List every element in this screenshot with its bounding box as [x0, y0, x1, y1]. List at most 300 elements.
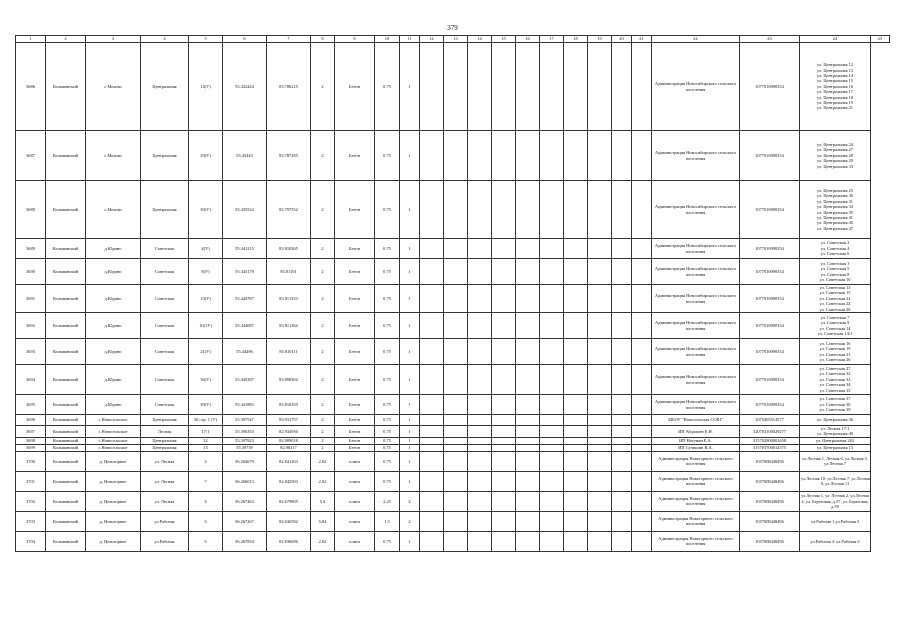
empty-cell	[492, 339, 516, 365]
sources-cell	[800, 285, 871, 313]
empty-cell	[492, 415, 516, 426]
street-cell: ул. Лесная	[141, 491, 189, 511]
house-cell: 36(У)	[189, 365, 223, 395]
empty-cell	[468, 395, 492, 415]
street-cell: Советская	[141, 313, 189, 339]
surface-cell: Бетон	[335, 259, 375, 285]
source-address: ул.Лесная 1, ул. Лесная 2, ул.Лесная	[801, 493, 869, 499]
empty-cell	[588, 511, 612, 531]
empty-cell	[444, 365, 468, 395]
count-cell: 1	[400, 451, 420, 471]
empty-cell	[632, 285, 652, 313]
empty-cell	[588, 131, 612, 181]
empty-cell	[632, 415, 652, 426]
empty-cell	[516, 395, 540, 415]
empty-cell	[468, 181, 492, 239]
source-address: 4, ул. Береговая, д.57, ул. Береговая,	[801, 498, 869, 504]
empty-cell	[420, 313, 444, 339]
size-cell: 2	[311, 426, 335, 438]
latitude-cell: 55.444087	[223, 313, 267, 339]
house-cell: 39(У)	[189, 395, 223, 415]
empty-cell	[420, 444, 444, 451]
count-cell: 1	[400, 365, 420, 395]
empty-cell	[492, 131, 516, 181]
ogrn-cell: 1077010090354	[740, 339, 800, 365]
source-address: ул. Центральная 21	[816, 105, 853, 111]
settlement-cell: д.Юдино	[86, 239, 141, 259]
surface-cell: Бетон	[335, 239, 375, 259]
house-cell: 17/1	[189, 426, 223, 438]
empty-cell	[420, 395, 444, 415]
sources-cell	[800, 365, 871, 395]
table-row	[16, 131, 890, 181]
latitude-cell: 55.441215	[223, 239, 267, 259]
area-cell: 0,75	[375, 444, 400, 451]
row-number: 3692	[16, 313, 46, 339]
organization-cell: Администрация Новосибирского сельского поселения	[652, 181, 740, 239]
source-address: ул. Советская 3	[820, 260, 850, 266]
area-cell: 1.5	[375, 511, 400, 531]
empty-cell	[516, 131, 540, 181]
street-cell: Лесная	[141, 426, 189, 438]
empty-cell	[612, 426, 632, 438]
empty-cell	[632, 239, 652, 259]
empty-cell	[444, 43, 468, 131]
row-number: 3701	[16, 471, 46, 491]
area-cell: 0,75	[375, 415, 400, 426]
street-cell: Советская	[141, 259, 189, 285]
latitude-cell: 56.267854	[223, 531, 267, 551]
empty-cell	[468, 437, 492, 444]
house-cell: 4	[189, 491, 223, 511]
empty-cell	[588, 491, 612, 511]
source-address: ул. Центральная 35	[816, 209, 853, 215]
row-number: 3693	[16, 339, 46, 365]
empty-cell	[540, 239, 564, 259]
area-cell: 2.25	[375, 491, 400, 511]
surface-cell: плита	[335, 491, 375, 511]
source-address: ул. Лесная 17/1	[820, 426, 850, 432]
latitude-cell: 55.397823	[223, 437, 267, 444]
empty-cell	[564, 491, 588, 511]
ogrn-cell: 1077010090354	[740, 285, 800, 313]
empty-cell	[444, 491, 468, 511]
empty-cell	[564, 511, 588, 531]
district-cell: Колыванский	[46, 259, 86, 285]
surface-cell: Бетон	[335, 415, 375, 426]
ogrn-cell: 1077010090354	[740, 43, 800, 131]
empty-cell	[612, 451, 632, 471]
empty-cell	[540, 365, 564, 395]
source-address: ул. Центральная 25	[816, 187, 853, 193]
empty-cell	[492, 285, 516, 313]
size-cell: 2	[311, 259, 335, 285]
column-number: 6	[223, 36, 267, 43]
ogrn-cell: 1075405514577	[740, 415, 800, 426]
latitude-cell: 55.432444	[223, 43, 267, 131]
organization-cell: Администрация Новосибирского сельского поселения	[652, 43, 740, 131]
source-address: ул. Советская 6	[820, 251, 850, 257]
empty-cell	[540, 444, 564, 451]
source-address: ул. Советская 26	[819, 306, 851, 312]
empty-cell	[444, 131, 468, 181]
organization-cell: Администрация Новосибирского сельского поселения	[652, 365, 740, 395]
settlement-cell: д. Новогорное	[86, 531, 141, 551]
empty-cell	[632, 339, 652, 365]
surface-cell: плита	[335, 511, 375, 531]
empty-cell	[468, 239, 492, 259]
empty-cell	[420, 339, 444, 365]
sources-cell	[800, 491, 871, 511]
street-cell: Советская	[141, 239, 189, 259]
district-cell: Колыванский	[46, 511, 86, 531]
area-cell: 0,75	[375, 451, 400, 471]
settlement-cell: с.Мохово	[86, 181, 141, 239]
sources-cell	[800, 437, 871, 444]
empty-cell	[444, 181, 468, 239]
source-address: ул. Центральная 45	[816, 220, 853, 226]
empty-cell	[612, 313, 632, 339]
ogrn-cell: 1077010090354	[740, 259, 800, 285]
source-address: ул. Центральная 12	[816, 62, 853, 68]
source-address: ул. Советская 15	[819, 290, 851, 296]
surface-cell: Бетон	[335, 285, 375, 313]
sources-cell	[800, 451, 871, 471]
empty-cell	[632, 181, 652, 239]
source-address: ул. Советская 39	[819, 407, 851, 413]
empty-cell	[444, 313, 468, 339]
longitude-cell: 82.841263	[267, 451, 311, 471]
ogrn-cell: 1057008448496	[740, 511, 800, 531]
settlement-cell: д.Юдино	[86, 395, 141, 415]
empty-cell	[564, 437, 588, 444]
row-number: 3690	[16, 259, 46, 285]
source-address: ул. Советская 7	[820, 314, 850, 320]
source-address: ул. Центральная 263	[815, 438, 855, 444]
organization-cell: Администрация Новогорного сельского поселения	[652, 471, 740, 491]
empty-cell	[468, 415, 492, 426]
latitude-cell: 55.396353	[223, 426, 267, 438]
empty-cell	[564, 531, 588, 551]
settlement-cell: с.Мохово	[86, 131, 141, 181]
house-cell: 4(У)	[189, 239, 223, 259]
house-cell: 14(У)	[189, 43, 223, 131]
settlement-cell: с.Новосельское	[86, 444, 141, 451]
empty-cell	[632, 259, 652, 285]
house-cell: 29(У)	[189, 131, 223, 181]
latitude-cell: 55.43443	[223, 131, 267, 181]
column-number: 10	[375, 36, 400, 43]
empty-cell	[444, 415, 468, 426]
empty-cell	[516, 437, 540, 444]
empty-cell	[468, 471, 492, 491]
empty-cell	[516, 313, 540, 339]
area-cell: 0.75	[375, 339, 400, 365]
source-address: ул. Советская 14/1	[817, 330, 853, 336]
empty-cell	[612, 259, 632, 285]
count-cell: 2	[400, 491, 420, 511]
empty-cell	[516, 426, 540, 438]
source-address: ул.Рабочая 4, ул.Рабочая 6	[810, 538, 860, 544]
empty-cell	[444, 444, 468, 451]
empty-cell	[612, 511, 632, 531]
column-number: 11	[400, 36, 420, 43]
size-cell: 2	[311, 365, 335, 395]
empty-cell	[492, 426, 516, 438]
empty-cell	[444, 451, 468, 471]
count-cell: 1	[400, 313, 420, 339]
district-cell: Колыванский	[46, 415, 86, 426]
empty-cell	[420, 365, 444, 395]
organization-cell: Администрация Новосибирского сельского поселения	[652, 395, 740, 415]
empty-cell	[516, 511, 540, 531]
table-row	[16, 437, 890, 444]
source-address: ул. Советская 14	[819, 325, 851, 331]
empty-cell	[588, 395, 612, 415]
size-cell: 2	[311, 395, 335, 415]
organization-cell: Администрация Новогорного сельского поселения	[652, 531, 740, 551]
longitude-cell: 83.786215	[267, 43, 311, 131]
source-address: ул. Советская 13	[819, 285, 851, 290]
settlement-cell: д.Юдино	[86, 259, 141, 285]
surface-cell: Бетон	[335, 365, 375, 395]
table-row	[16, 426, 890, 438]
ogrn-cell: 1057008448496	[740, 451, 800, 471]
empty-cell	[492, 395, 516, 415]
house-cell: 30(У)	[189, 181, 223, 239]
source-address: ул. Советская 26	[819, 356, 851, 362]
empty-cell	[632, 451, 652, 471]
street-cell: ул.Рабочая	[141, 531, 189, 551]
source-address: ул. Центральная 34	[816, 204, 853, 210]
count-cell: 1	[400, 43, 420, 131]
latitude-cell: 55.44496	[223, 339, 267, 365]
row-number: 3687	[16, 131, 46, 181]
house-cell: 13(У)	[189, 285, 223, 313]
count-cell: 2	[400, 511, 420, 531]
row-number: 3694	[16, 365, 46, 395]
page-number: 379	[447, 24, 458, 32]
empty-cell	[588, 259, 612, 285]
empty-cell	[516, 365, 540, 395]
column-number: 13	[444, 36, 468, 43]
empty-cell	[420, 511, 444, 531]
settlement-cell: с.Мохово	[86, 43, 141, 131]
ogrn-cell: 1077010090354	[740, 181, 800, 239]
row-number: 3699	[16, 444, 46, 451]
longitude-cell: 83.808362	[267, 365, 311, 395]
longitude-cell: 83.931757	[267, 415, 311, 426]
empty-cell	[492, 511, 516, 531]
area-cell: 0.75	[375, 395, 400, 415]
column-number: 19	[588, 36, 612, 43]
ogrn-cell: 1057008448496	[740, 491, 800, 511]
area-cell: 0.75	[375, 239, 400, 259]
empty-cell	[540, 285, 564, 313]
column-number: 4	[141, 36, 189, 43]
table-row	[16, 181, 890, 239]
column-number: 17	[540, 36, 564, 43]
row-number: 3686	[16, 43, 46, 131]
row-number: 3697	[16, 426, 46, 438]
empty-cell	[612, 285, 632, 313]
size-cell: 2	[311, 339, 335, 365]
empty-cell	[444, 511, 468, 531]
source-address: ул. Центральная 31	[816, 198, 853, 204]
surface-cell: плита	[335, 471, 375, 491]
empty-cell	[632, 426, 652, 438]
house-cell: 3	[189, 451, 223, 471]
size-cell: 5,84	[311, 511, 335, 531]
size-cell: 2	[311, 415, 335, 426]
organization-cell: ИП Абдалиев Е.Н.	[652, 426, 740, 438]
settlement-cell: д.Юдино	[86, 285, 141, 313]
empty-cell	[492, 491, 516, 511]
empty-cell	[588, 181, 612, 239]
table-row	[16, 444, 890, 451]
row-number: 3698	[16, 437, 46, 444]
surface-cell: Бетон	[335, 444, 375, 451]
empty-cell	[444, 471, 468, 491]
sources-cell	[800, 471, 871, 491]
ogrn-cell: 315702800001658	[740, 437, 800, 444]
empty-cell	[540, 43, 564, 131]
longitude-cell: 83.81101	[267, 259, 311, 285]
empty-cell	[588, 313, 612, 339]
empty-cell	[612, 395, 632, 415]
empty-cell	[420, 471, 444, 491]
sources-cell	[800, 131, 871, 181]
ogrn-cell: 1077010090354	[740, 395, 800, 415]
empty-cell	[468, 43, 492, 131]
empty-cell	[612, 339, 632, 365]
surface-cell: плита	[335, 531, 375, 551]
surface-cell: Бетон	[335, 426, 375, 438]
longitude-cell: 82.836696	[267, 531, 311, 551]
empty-cell	[632, 471, 652, 491]
organization-cell: Администрация Новосибирского сельского поселения	[652, 239, 740, 259]
table-row	[16, 491, 890, 511]
settlement-cell: д. Новогорное	[86, 471, 141, 491]
column-number: 8	[311, 36, 335, 43]
empty-cell	[420, 239, 444, 259]
count-cell: 1	[400, 415, 420, 426]
settlement-cell: д. Новогорное	[86, 491, 141, 511]
empty-cell	[420, 131, 444, 181]
count-cell: 1	[400, 285, 420, 313]
empty-cell	[492, 313, 516, 339]
source-address: ул.Лесная 7	[824, 461, 846, 467]
empty-cell	[612, 43, 632, 131]
empty-cell	[444, 531, 468, 551]
ogrn-cell: 1057008448496	[740, 471, 800, 491]
empty-cell	[612, 365, 632, 395]
size-cell: 2.02	[311, 531, 335, 551]
district-cell: Колыванский	[46, 313, 86, 339]
empty-cell	[612, 181, 632, 239]
empty-cell	[444, 426, 468, 438]
empty-cell	[444, 285, 468, 313]
longitude-cell: 83.810265	[267, 239, 311, 259]
empty-cell	[516, 491, 540, 511]
empty-cell	[516, 451, 540, 471]
ogrn-cell: 320703100029277	[740, 426, 800, 438]
area-cell: 0.75	[375, 131, 400, 181]
count-cell: 1	[400, 531, 420, 551]
empty-cell	[516, 531, 540, 551]
source-address: ул. Центральная 41	[816, 214, 853, 220]
settlement-cell: д. Новогорное	[86, 511, 141, 531]
source-address: ул. Советская 9	[820, 320, 850, 326]
empty-cell	[492, 444, 516, 451]
ogrn-cell: 1077010090354	[740, 365, 800, 395]
table-row	[16, 511, 890, 531]
latitude-cell: 56.266013	[223, 471, 267, 491]
size-cell: 2	[311, 181, 335, 239]
source-address: ул. Центральная 30	[816, 193, 853, 199]
organization-cell: Администрация Новогорного сельского поселения	[652, 511, 740, 531]
longitude-cell: 83.811353	[267, 285, 311, 313]
district-cell: Колыванский	[46, 181, 86, 239]
empty-cell	[588, 444, 612, 451]
empty-cell	[468, 426, 492, 438]
empty-cell	[564, 339, 588, 365]
sources-cell	[800, 531, 871, 551]
row-number: 3702	[16, 491, 46, 511]
source-address: ул. Советская 24	[819, 301, 851, 307]
empty-cell	[468, 285, 492, 313]
settlement-cell: д. Новогорное	[86, 451, 141, 471]
empty-cell	[468, 444, 492, 451]
source-address: ул. Советская 33	[819, 376, 851, 382]
empty-cell	[588, 43, 612, 131]
empty-cell	[564, 285, 588, 313]
empty-cell	[588, 285, 612, 313]
organization-cell: Администрация Новосибирского сельского поселения	[652, 259, 740, 285]
sources-cell	[800, 426, 871, 438]
empty-cell	[564, 395, 588, 415]
latitude-cell: 55.445287	[223, 365, 267, 395]
empty-cell	[492, 531, 516, 551]
empty-cell	[564, 313, 588, 339]
area-cell: 0.75	[375, 181, 400, 239]
surface-cell: Бетон	[335, 43, 375, 131]
sources-cell	[800, 395, 871, 415]
table-row	[16, 43, 890, 131]
source-address: ул. Советская 10	[819, 276, 851, 282]
empty-cell	[632, 395, 652, 415]
empty-cell	[516, 444, 540, 451]
empty-cell	[444, 259, 468, 285]
empty-cell	[516, 285, 540, 313]
district-cell: Колыванский	[46, 365, 86, 395]
empty-cell	[420, 259, 444, 285]
empty-cell	[564, 426, 588, 438]
organization-cell: Администрация Новосибирского сельского поселения	[652, 339, 740, 365]
empty-cell	[540, 451, 564, 471]
count-cell: 1	[400, 437, 420, 444]
street-cell: Центральная	[141, 437, 189, 444]
empty-cell	[420, 181, 444, 239]
source-address: ул. Советская 5	[820, 266, 850, 272]
source-address: ул. Советская 2	[820, 240, 850, 246]
column-number: 12	[420, 36, 444, 43]
empty-cell	[468, 313, 492, 339]
empty-cell	[468, 451, 492, 471]
empty-cell	[564, 444, 588, 451]
district-cell: Колыванский	[46, 491, 86, 511]
source-address: ул. Центральная 36	[816, 417, 853, 423]
